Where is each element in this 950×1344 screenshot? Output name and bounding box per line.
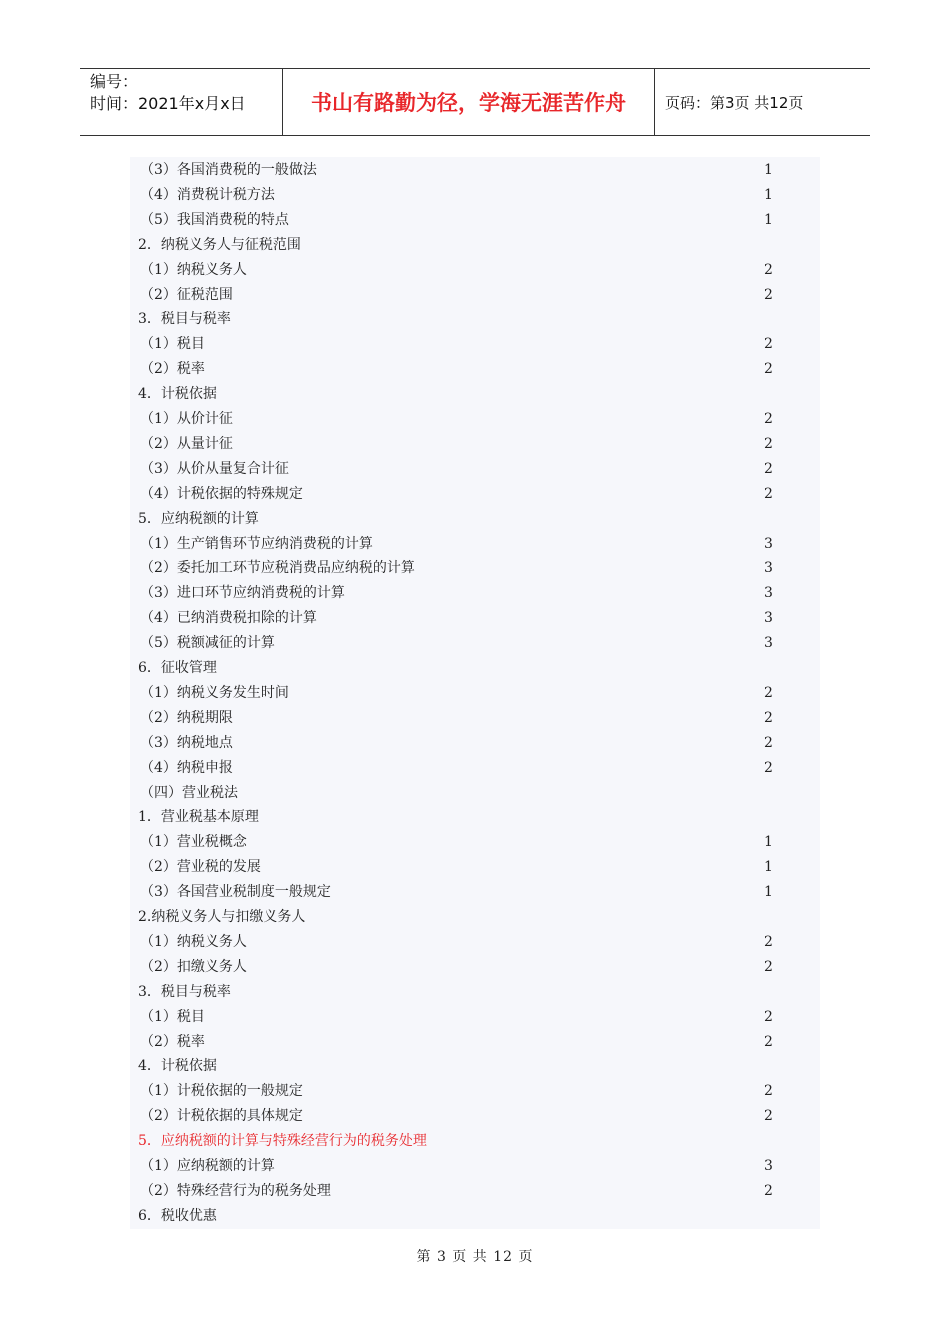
table-row xyxy=(130,1030,820,1055)
table-row xyxy=(130,532,820,557)
table-row xyxy=(130,781,820,806)
row-value: 2 xyxy=(764,435,773,452)
row-value: 2 xyxy=(764,734,773,751)
row-label: （2）营业税的发展 xyxy=(140,859,261,876)
row-value: 2 xyxy=(764,1008,773,1025)
table-row xyxy=(130,183,820,208)
row-label: （1）营业税概念 xyxy=(140,834,247,851)
syllabus-table xyxy=(130,157,820,1229)
row-value: 1 xyxy=(764,859,773,876)
row-label: （2）纳税期限 xyxy=(140,709,233,726)
row-value: 3 xyxy=(764,585,773,602)
row-label: 4．计税依据 xyxy=(138,1058,217,1075)
page-footer: 第 3 页 共 12 页 xyxy=(416,1249,534,1265)
page-header xyxy=(80,68,870,136)
row-value: 2 xyxy=(764,1108,773,1125)
row-value: 2 xyxy=(764,684,773,701)
table-row xyxy=(130,656,820,681)
row-value: 2 xyxy=(764,933,773,950)
row-value: 1 xyxy=(764,162,773,178)
row-value: 3 xyxy=(764,560,773,577)
table-row xyxy=(130,233,820,258)
row-label: （2）税率 xyxy=(140,1033,205,1050)
row-value: 1 xyxy=(764,834,773,851)
table-row xyxy=(130,581,820,606)
row-label: （4）计税依据的特殊规定 xyxy=(140,485,303,502)
table-row xyxy=(130,1154,820,1179)
row-label: 6．税收优惠 xyxy=(138,1207,217,1224)
table-row xyxy=(130,631,820,656)
row-value: 2 xyxy=(764,1083,773,1100)
row-value: 2 xyxy=(764,261,773,278)
row-value: 3 xyxy=(764,1158,773,1174)
header-motto: 书山有路勤为径，学海无涯苦作舟 xyxy=(282,69,655,135)
row-label: （1）税目 xyxy=(140,336,205,353)
table-row xyxy=(130,880,820,905)
table-row xyxy=(130,606,820,631)
row-value: 2 xyxy=(764,336,773,353)
table-row xyxy=(130,258,820,283)
row-value: 1 xyxy=(764,211,773,228)
table-row xyxy=(130,980,820,1005)
row-value: 2 xyxy=(764,485,773,502)
table-row xyxy=(130,1204,820,1229)
row-label: 5．应纳税额的计算与特殊经营行为的税务处理 xyxy=(138,1133,427,1150)
table-row xyxy=(130,507,820,532)
row-label: （2）扣缴义务人 xyxy=(140,958,247,975)
row-label: （2）从量计征 xyxy=(140,435,233,452)
row-value: 3 xyxy=(764,635,773,652)
table-row xyxy=(130,1054,820,1079)
row-value: 2 xyxy=(764,1182,773,1199)
row-value: 2 xyxy=(764,1033,773,1050)
row-value: 2 xyxy=(764,759,773,776)
row-label: 3．税目与税率 xyxy=(138,983,231,1000)
row-label: 5．应纳税额的计算 xyxy=(138,510,259,527)
row-value: 2 xyxy=(764,958,773,975)
row-label: （3）进口环节应纳消费税的计算 xyxy=(140,585,345,602)
row-label: 2．纳税义务人与征税范围 xyxy=(138,236,301,253)
row-label: 4．计税依据 xyxy=(138,386,217,403)
row-label: （1）应纳税额的计算 xyxy=(140,1158,275,1174)
header-date: 时间：2021年x月x日 xyxy=(90,94,246,113)
table-row xyxy=(130,208,820,233)
row-label: （3）纳税地点 xyxy=(140,734,233,751)
row-label: （4）已纳消费税扣除的计算 xyxy=(140,610,317,627)
table-row xyxy=(130,1129,820,1154)
row-label: 6．征收管理 xyxy=(138,660,217,676)
row-label: （1）从价计征 xyxy=(140,411,233,427)
table-row xyxy=(130,307,820,332)
row-label: （1）纳税义务人 xyxy=(140,933,247,950)
table-row xyxy=(130,357,820,382)
table-row xyxy=(130,283,820,308)
row-label: （4）纳税申报 xyxy=(140,759,233,776)
row-label: 3．税目与税率 xyxy=(138,311,231,328)
table-row xyxy=(130,905,820,930)
row-value: 2 xyxy=(764,411,773,427)
row-label: （1）生产销售环节应纳消费税的计算 xyxy=(140,535,373,552)
table-row xyxy=(130,158,820,183)
table-row xyxy=(130,930,820,955)
table-row xyxy=(130,332,820,357)
table-row xyxy=(130,706,820,731)
row-label: （5）税额减征的计算 xyxy=(140,635,275,652)
row-value: 1 xyxy=(764,884,773,901)
table-row xyxy=(130,830,820,855)
row-label: （5）我国消费税的特点 xyxy=(140,211,289,228)
row-label: （3）各国消费税的一般做法 xyxy=(140,162,317,178)
row-label: （2）税率 xyxy=(140,361,205,378)
table-row xyxy=(130,731,820,756)
table-row xyxy=(130,482,820,507)
row-label: （四）营业税法 xyxy=(140,784,238,801)
table-row xyxy=(130,855,820,880)
row-label: （4）消费税计税方法 xyxy=(140,186,275,203)
row-label: 1．营业税基本原理 xyxy=(138,809,259,826)
row-label: （2）征税范围 xyxy=(140,286,233,303)
row-label: （2）特殊经营行为的税务处理 xyxy=(140,1182,331,1199)
table-row xyxy=(130,1079,820,1104)
table-row xyxy=(130,955,820,980)
row-label: 2.纳税义务人与扣缴义务人 xyxy=(138,909,306,925)
table-row xyxy=(130,1104,820,1129)
table-row xyxy=(130,681,820,706)
row-value: 2 xyxy=(764,361,773,378)
row-label: （1）计税依据的一般规定 xyxy=(140,1083,303,1100)
row-label: （1）纳税义务发生时间 xyxy=(140,684,289,701)
row-value: 3 xyxy=(764,610,773,627)
row-label: （1）税目 xyxy=(140,1008,205,1025)
table-row xyxy=(130,1005,820,1030)
header-page-number: 页码：第3页 共12页 xyxy=(665,93,804,112)
row-value: 2 xyxy=(764,460,773,477)
table-row xyxy=(130,432,820,457)
row-label: （1）纳税义务人 xyxy=(140,261,247,278)
row-value: 2 xyxy=(764,286,773,303)
row-label: （3）各国营业税制度一般规定 xyxy=(140,884,331,901)
row-label: （2）委托加工环节应税消费品应纳税的计算 xyxy=(140,560,415,577)
table-row xyxy=(130,556,820,581)
table-row xyxy=(130,407,820,432)
table-row xyxy=(130,756,820,781)
header-meta xyxy=(80,69,282,135)
table-row xyxy=(130,1179,820,1204)
row-label: （3）从价从量复合计征 xyxy=(140,460,289,477)
row-label: （2）计税依据的具体规定 xyxy=(140,1108,303,1125)
table-row xyxy=(130,457,820,482)
table-row xyxy=(130,805,820,830)
table-row xyxy=(130,382,820,407)
row-value: 2 xyxy=(764,709,773,726)
row-value: 1 xyxy=(764,186,773,203)
row-value: 3 xyxy=(764,535,773,552)
header-serial-number: 编号： xyxy=(90,72,139,91)
